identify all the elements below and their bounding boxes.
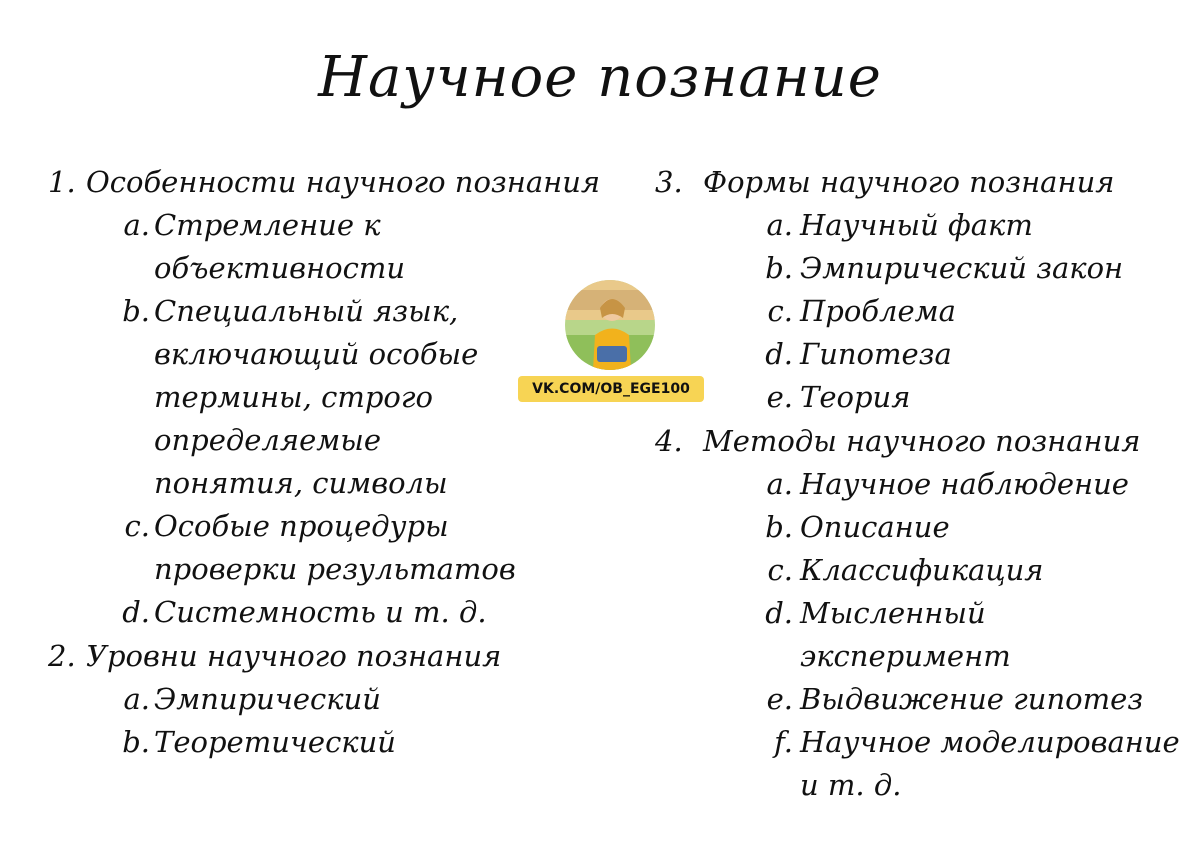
list-item: [655, 290, 1195, 333]
list-item: [48, 678, 608, 721]
section-number: 1.: [48, 165, 76, 199]
item-text: Специальный язык, включающий особые термины, строго определяемые понятия, символы: [154, 294, 479, 500]
item-text: Выдвижение гипотез: [800, 682, 1144, 716]
item-letter: e.: [766, 380, 793, 414]
list-item: [655, 204, 1195, 247]
section-number: 4.: [655, 424, 683, 458]
item-text: Мысленный эксперимент: [800, 596, 1011, 673]
list-item: [655, 463, 1195, 506]
item-letter: c.: [124, 509, 150, 543]
section-number: 3.: [655, 165, 683, 199]
item-letter: a.: [766, 467, 793, 501]
section-title: Формы научного познания: [703, 165, 1115, 199]
avatar: [565, 280, 655, 370]
item-text: Научное наблюдение: [800, 467, 1129, 501]
item-letter: b.: [765, 251, 793, 285]
item-text: Гипотеза: [800, 337, 952, 371]
item-text: Системность и т. д.: [154, 595, 487, 629]
list-item: [655, 376, 1195, 419]
list-item: [48, 505, 608, 591]
list-item: [655, 247, 1195, 290]
list-item: [655, 506, 1195, 549]
item-letter: a.: [766, 208, 793, 242]
list-item: [655, 333, 1195, 376]
item-letter: b.: [765, 510, 793, 544]
section-heading: [48, 634, 608, 678]
section-levels: [48, 634, 608, 764]
list-item: [655, 592, 1195, 678]
vk-link[interactable]: VK.COM/OB_EGE100: [518, 376, 704, 402]
list-item: [655, 549, 1195, 592]
section-number: 2.: [48, 639, 76, 673]
item-letter: b.: [122, 725, 150, 759]
item-text: Классификация: [800, 553, 1044, 587]
section-heading: [48, 160, 608, 204]
item-text: Научное моделирование и т. д.: [800, 725, 1180, 802]
item-letter: c.: [767, 553, 793, 587]
author-badge[interactable]: [518, 280, 704, 404]
item-letter: a.: [123, 682, 150, 716]
item-letter: d.: [765, 596, 793, 630]
item-text: Теория: [800, 380, 911, 414]
item-letter: f.: [774, 725, 793, 759]
item-letter: d.: [765, 337, 793, 371]
item-text: Теоретический: [154, 725, 396, 759]
section-title: Особенности научного познания: [86, 165, 601, 199]
section-heading: [655, 160, 1195, 204]
section-title: Уровни научного познания: [86, 639, 502, 673]
item-text: Проблема: [800, 294, 956, 328]
right-column: [655, 160, 1195, 807]
list-item: [655, 721, 1195, 807]
item-text: Стремление к объективности: [154, 208, 406, 285]
list-item: [48, 721, 608, 764]
item-text: Эмпирический: [154, 682, 381, 716]
item-letter: c.: [767, 294, 793, 328]
item-letter: a.: [123, 208, 150, 242]
section-methods: [655, 419, 1195, 807]
item-letter: e.: [766, 682, 793, 716]
list-item: [655, 678, 1195, 721]
item-text: Описание: [800, 510, 950, 544]
section-heading: [655, 419, 1195, 463]
section-title: Методы научного познания: [703, 424, 1141, 458]
list-item: [48, 204, 608, 290]
list-item: [48, 591, 608, 634]
avatar-photo: [565, 280, 655, 370]
section-forms: [655, 160, 1195, 419]
page-title: Научное познание: [318, 45, 882, 110]
item-text: Особые процедуры проверки результатов: [154, 509, 516, 586]
item-letter: b.: [122, 294, 150, 328]
left-column: [48, 160, 608, 764]
item-text: Эмпирический закон: [800, 251, 1124, 285]
item-letter: d.: [122, 595, 150, 629]
item-text: Научный факт: [800, 208, 1033, 242]
